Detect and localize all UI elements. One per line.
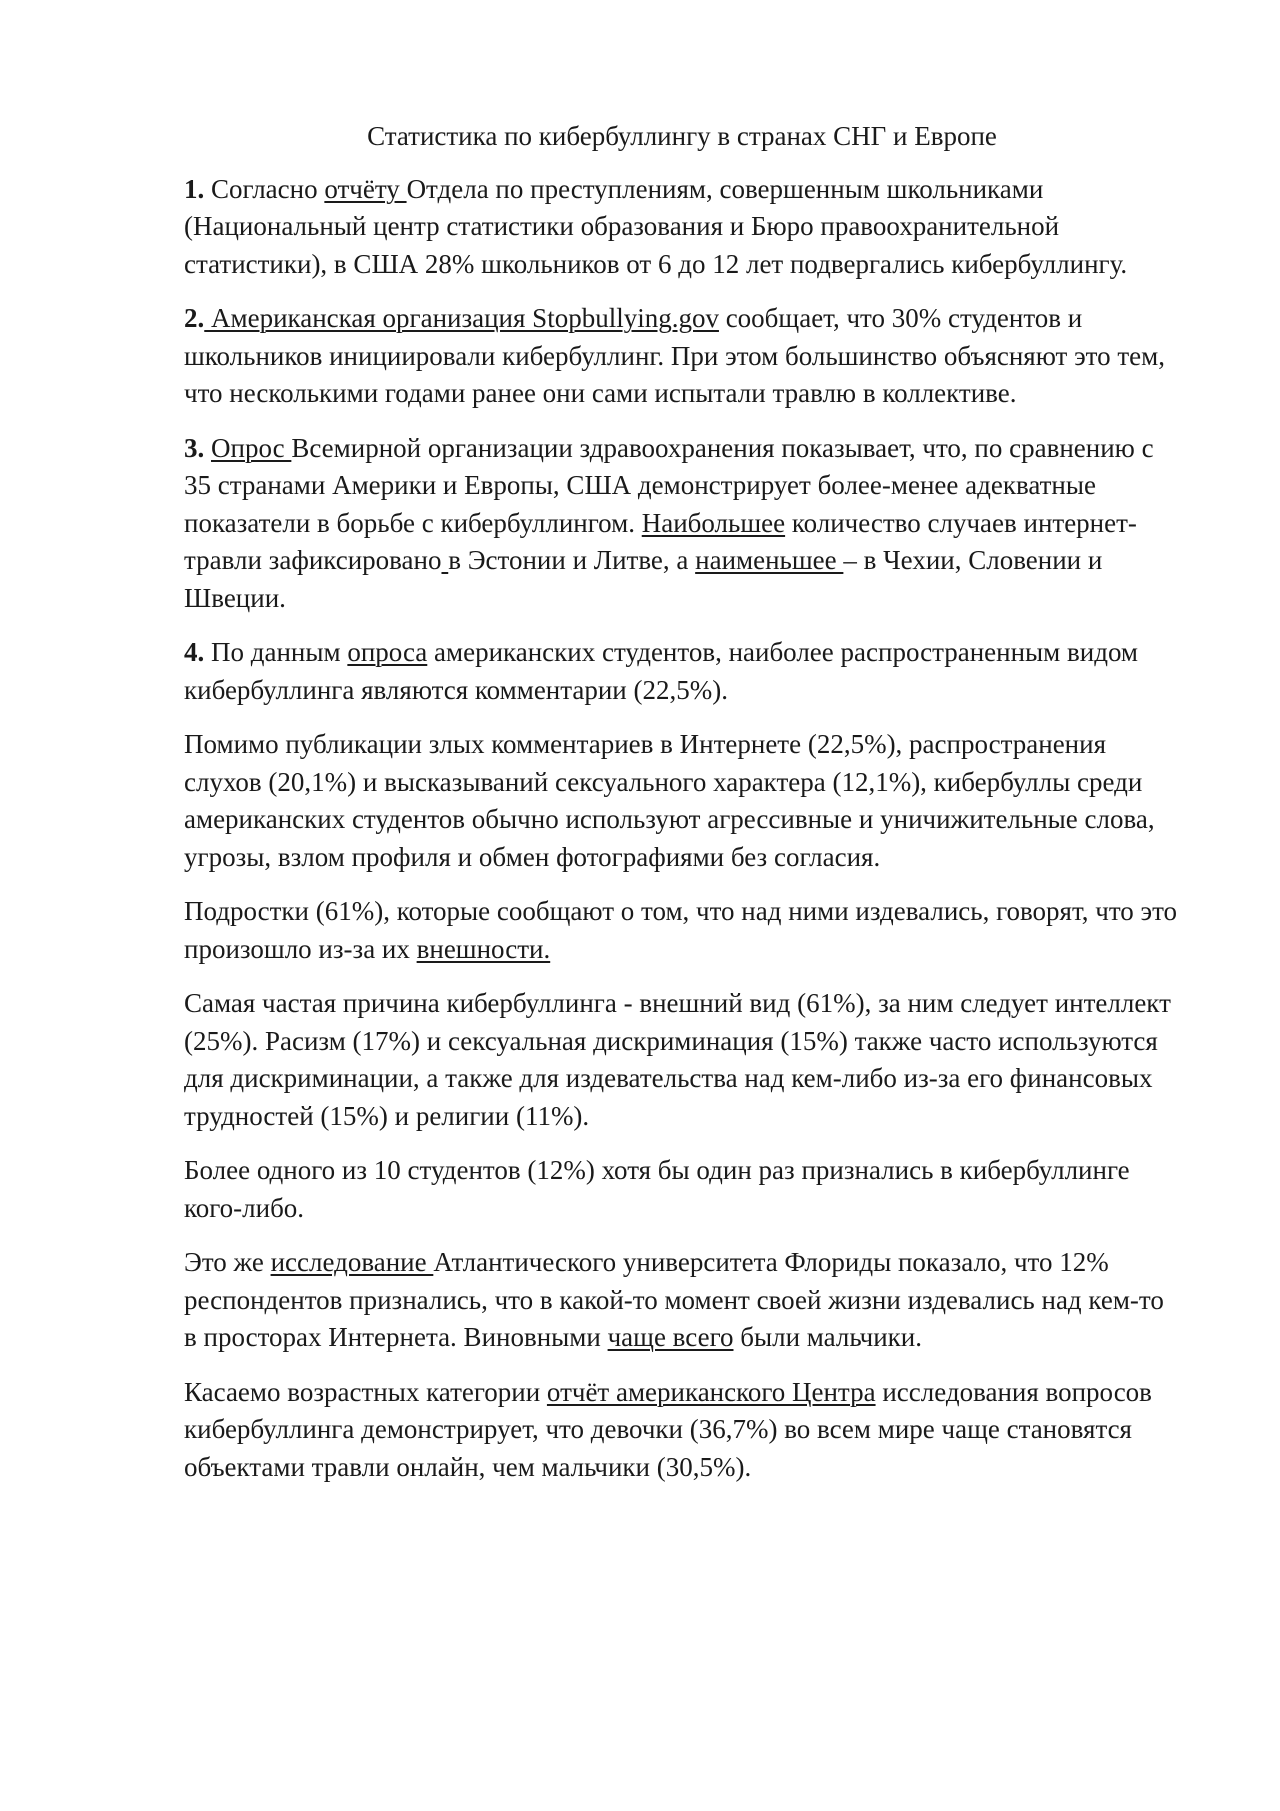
document-title: Статистика по кибербуллингу в странах СНГ и Европе: [367, 121, 997, 151]
paragraph-number: 4.: [184, 637, 205, 667]
paragraph-text: По данным: [204, 637, 348, 667]
paragraph-6: [184, 893, 1180, 968]
paragraph-3: [184, 430, 1180, 618]
paragraph-text: [204, 433, 211, 463]
poll-link[interactable]: опроса: [347, 637, 428, 667]
paragraph-1: [184, 171, 1180, 284]
paragraph-text: в Эстонии и Литве, а: [448, 545, 696, 575]
paragraph-text: Атлантического университета Флориды показало, что 12% респондентов признались, что в какой-то момент своей жизни издевались над кем-то в просторах Интернета. Виновными: [184, 1247, 1164, 1352]
paragraph-text: исследования вопросов кибербуллинга демонстрирует, что девочки (36,7%) во всем мире чаще становятся объектами травли онлайн, чем мальчики (30,5%).: [184, 1376, 1152, 1482]
paragraph-7: [184, 985, 1180, 1135]
appearance-link[interactable]: внешности.: [416, 933, 551, 964]
most-often-link[interactable]: чаще всего: [607, 1322, 734, 1352]
paragraph-text: Отдела по преступлениям, совершенным школьниками (Национальный центр статистики образования и Бюро правоохранительной статистики), в США 28% школьников от 6 до 12 лет подвергались кибербуллингу.: [184, 173, 1128, 279]
paragraph-text: Это же: [184, 1247, 271, 1277]
least-link[interactable]: наименьшее: [695, 545, 844, 575]
paragraph-text: были мальчики.: [733, 1322, 922, 1352]
paragraph-text: Более одного из 10 студентов (12%) хотя бы один раз признались в кибербуллинге кого-либо.: [184, 1155, 1130, 1223]
paragraph-2: [184, 300, 1180, 413]
survey-link[interactable]: Опрос: [211, 432, 292, 463]
most-link[interactable]: Наибольшее: [641, 507, 786, 538]
paragraph-5: [184, 726, 1180, 876]
paragraph-number: 3.: [184, 432, 205, 463]
paragraph-4: [184, 634, 1180, 709]
paragraph-text: Подростки (61%), которые сообщают о том, что над ними издевались, говорят, что это произошло из-за их: [184, 896, 1178, 964]
paragraph-text: Касаемо возрастных категории: [184, 1376, 547, 1407]
stopbullying-link[interactable]: Американская организация Stopbullying.gov: [204, 303, 719, 333]
paragraph-number: 1.: [184, 173, 205, 204]
report-link[interactable]: отчёту: [324, 173, 407, 204]
center-report-link[interactable]: отчёт американского Центра: [546, 1376, 876, 1407]
paragraph-text: Всемирной организации здравоохранения показывает, что, по сравнению с 35 странами Америки и Европы, США демонстрирует более-менее адекватные показатели в борьбе с кибербуллингом.: [184, 432, 1154, 538]
paragraph-text: Согласно: [204, 173, 325, 204]
research-link[interactable]: исследование: [270, 1247, 434, 1277]
paragraph-10: [184, 1374, 1180, 1487]
paragraph-text: Самая частая причина кибербуллинга - внешний вид (61%), за ним следует интеллект (25%). Расизм (17%) и сексуальная дискриминация (15%) также часто используются для дискриминации, а также для издевательства над кем-либо из-за его финансовых трудностей (15%) и религии (11%).: [184, 988, 1171, 1131]
paragraph-text: – в Чехии, Словении и Швеции.: [184, 545, 1103, 613]
paragraph-9: [184, 1244, 1180, 1357]
paragraph-text: американских студентов, наиболее распространенным видом кибербуллинга являются комментарии (22,5%).: [184, 637, 1139, 705]
paragraph-text: сообщает, что 30% студентов и школьников инициировали кибербуллинг. При этом большинство объясняют это тем, что несколькими годами ранее они сами испытали травлю в коллективе.: [184, 303, 1165, 408]
paragraph-number: 2.: [184, 303, 205, 333]
paragraph-text: Помимо публикации злых комментариев в Интернете (22,5%), распространения слухов (20,1%) и высказываний сексуального характера (12,1%), кибербуллы среди американских студентов обычно используют агрессивные и уничижительные слова, угрозы, взлом профиля и обмен фотографиями без согласия.: [184, 729, 1155, 872]
paragraph-8: [184, 1152, 1180, 1227]
paragraph-text: количество случаев интернет-травли зафиксировано: [184, 507, 1137, 575]
